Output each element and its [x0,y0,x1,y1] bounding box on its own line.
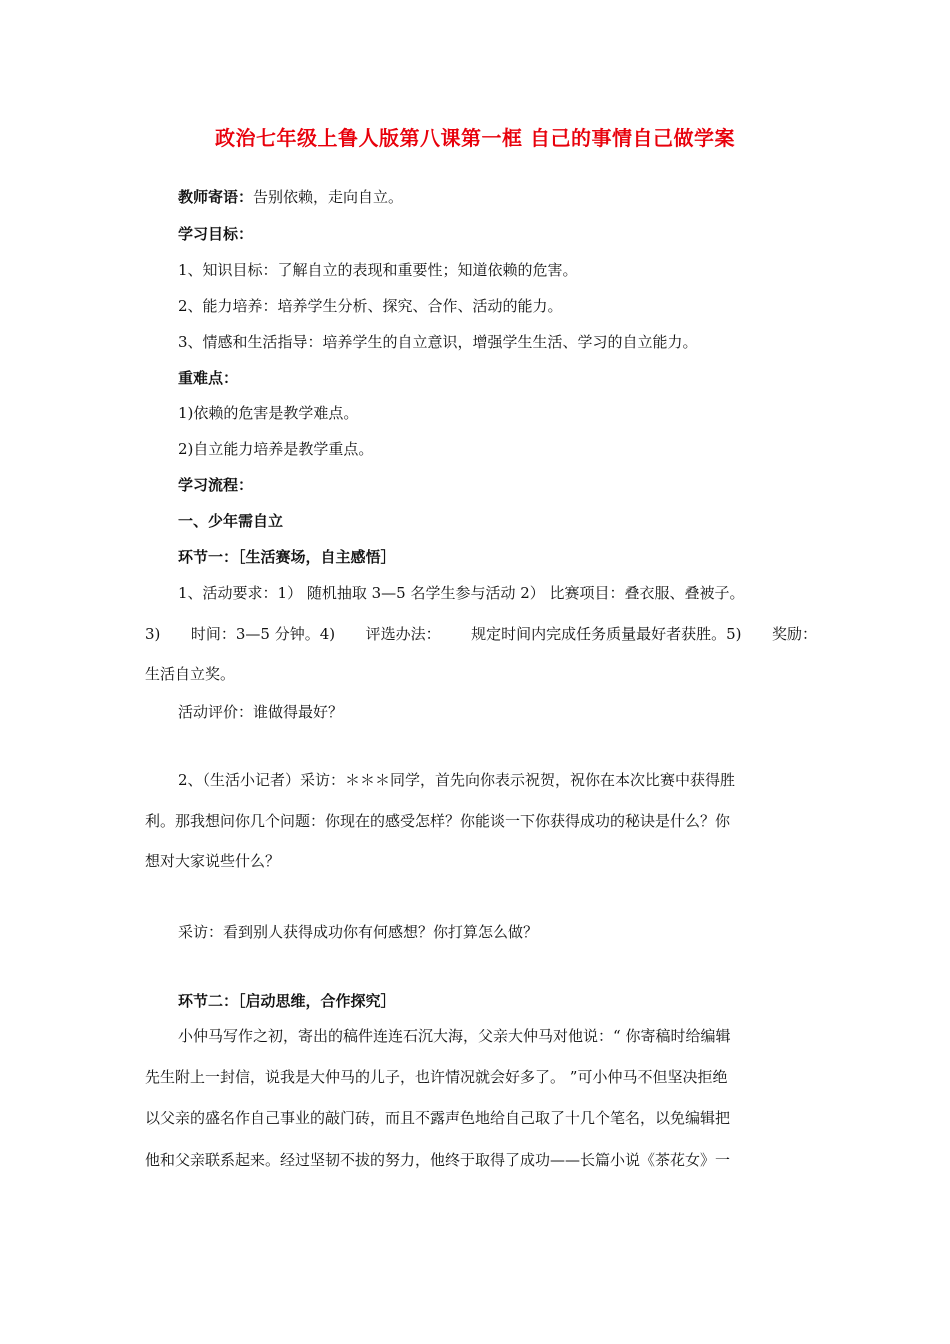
teacher-words-label: 教师寄语： [178,188,254,206]
teacher-words-text: 告别依赖，走向自立。 [253,188,404,206]
activity-part: 评选办法： [365,625,441,643]
page-title: 政治七年级上鲁人版第八课第一框 自己的事情自己做学案 [215,126,735,150]
interview-line: 2、（生活小记者）采访：＊＊＊同学，首先向你表示祝贺，祝你在本次比赛中获得胜 [178,771,736,789]
interview-line: 想对大家说些什么？ [145,852,281,870]
activity-requirements-cont [145,624,817,644]
goal-item: 2、能力培养：培养学生分析、探究、合作、活动的能力。 [178,297,563,315]
teacher-words [178,187,403,207]
key-heading: 重难点： [178,369,239,387]
flow-heading: 学习流程： [178,476,254,494]
key-point: 1)依赖的危害是教学难点。 [178,404,359,422]
goal-item: 1、知识目标：了解自立的表现和重要性；知道依赖的危害。 [178,261,578,279]
story-line: 他和父亲联系起来。经过坚韧不拔的努力，他终于取得了成功——长篇小说《茶花女》一 [145,1151,731,1169]
interview-line: 利。那我想问你几个问题：你现在的感受怎样？你能谈一下你获得成功的秘诀是什么？你 [145,812,731,830]
activity-requirements: 1、活动要求：1） 随机抽取 3—5 名学生参与活动 2） 比赛项目：叠衣服、叠被子。 [178,584,745,602]
section-heading: 一、少年需自立 [178,512,284,530]
activity-evaluation: 活动评价：谁做得最好？ [178,703,344,721]
goals-heading: 学习目标： [178,225,254,243]
key-point: 2)自立能力培养是教学重点。 [178,440,374,458]
activity-part: 时间：3—5 分钟。4) [190,625,336,643]
activity-award: 生活自立奖。 [145,665,236,683]
goal-item: 3、情感和生活指导：培养学生的自立意识，增强学生生活、学习的自立能力。 [178,333,698,351]
activity-part: 奖励： [771,625,817,643]
interview-question: 采访：看到别人获得成功你有何感想？你打算怎么做？ [178,923,539,941]
story-line: 以父亲的盛名作自己事业的敲门砖，而且不露声色地给自己取了十几个笔名，以免编辑把 [145,1109,731,1127]
activity-part: 规定时间内完成任务质量最好者获胜。5) [471,625,742,643]
activity-part: 3) [145,625,161,643]
story-line: 先生附上一封信，说我是大仲马的儿子，也许情况就会好多了。 ”可小仲马不但坚决拒绝 [145,1068,728,1086]
step-heading: 环节二：［启动思维，合作探究］ [178,992,396,1010]
story-line: 小仲马写作之初，寄出的稿件连连石沉大海，父亲大仲马对他说：“ 你寄稿时给编辑 [178,1027,731,1045]
step-heading: 环节一：［生活赛场，自主感悟］ [178,548,396,566]
